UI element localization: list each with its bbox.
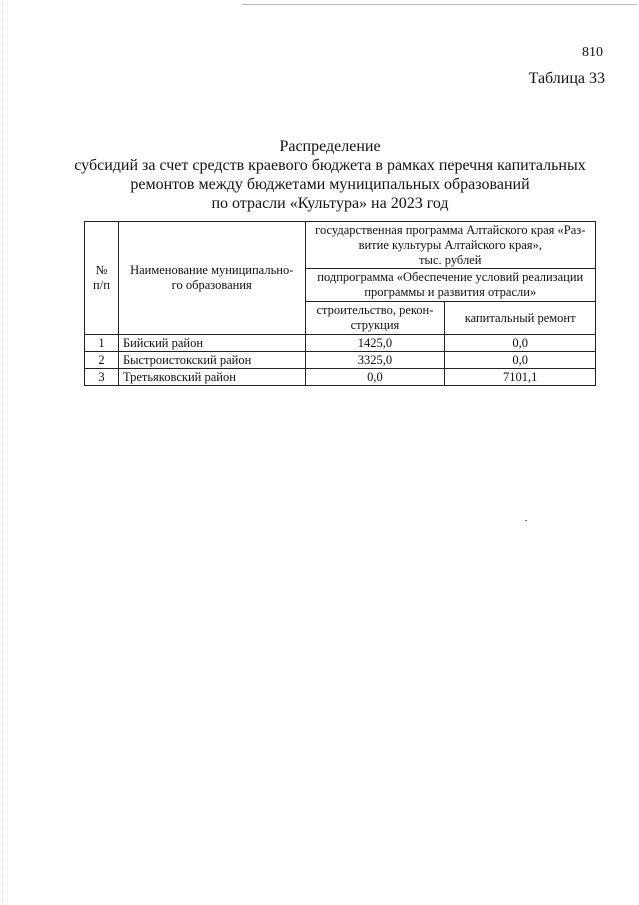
row-construction: 0,0 <box>305 369 445 386</box>
heading-line-3: ремонтов между бюджетами муниципальных образований <box>130 176 530 193</box>
table-row <box>85 352 596 369</box>
row-num: 1 <box>85 335 119 352</box>
scan-speck <box>525 520 527 521</box>
header-program <box>305 222 595 269</box>
header-municipality-line-2: го образования <box>171 278 252 292</box>
row-construction: 1425,0 <box>305 335 445 352</box>
header-program-line-3: тыс. рублей <box>419 252 482 267</box>
header-num <box>85 222 119 335</box>
heading-line-2: субсидий за счет средств краевого бюджета в рамках перечня капитальных <box>74 157 586 174</box>
row-repair: 0,0 <box>445 335 596 352</box>
row-num: 2 <box>85 352 119 369</box>
subsidy-table <box>84 221 596 386</box>
header-subprogram <box>305 269 595 302</box>
header-subprogram-line-1: подпрограмма «Обеспечение условий реализации <box>317 270 584 284</box>
row-municipality: Третьяковский район <box>118 369 305 386</box>
row-num: 3 <box>85 369 119 386</box>
header-construction <box>305 302 445 335</box>
page-number: 810 <box>582 45 603 60</box>
header-num-line-1: № <box>95 263 108 277</box>
header-subprogram-line-2: программы и развития отрасли» <box>364 285 537 299</box>
header-municipality <box>118 222 305 335</box>
header-num-line-2: п/п <box>93 278 110 292</box>
table-label: Таблица 33 <box>528 70 605 87</box>
row-repair: 0,0 <box>445 352 596 369</box>
table-row <box>85 369 596 386</box>
header-municipality-line-1: Наименование муниципально- <box>130 263 294 277</box>
header-program-line-2: витие культуры Алтайского края», <box>358 237 542 252</box>
scan-left-edge <box>2 0 3 905</box>
row-municipality: Бийский район <box>118 335 305 352</box>
row-municipality: Быстроистокский район <box>118 352 305 369</box>
document-heading <box>60 137 600 213</box>
row-construction: 3325,0 <box>305 352 445 369</box>
heading-line-4: по отрасли «Культура» на 2023 год <box>211 195 449 212</box>
header-repair: капитальный ремонт <box>445 302 596 335</box>
header-program-line-1: государственная программа Алтайского края «Раз- <box>315 222 586 237</box>
row-repair: 7101,1 <box>445 369 596 386</box>
header-construction-line-1: строительство, рекон- <box>316 303 434 317</box>
scan-edge-line <box>242 4 637 5</box>
table-row <box>85 335 596 352</box>
header-construction-line-2: струкция <box>350 318 400 332</box>
heading-line-1: Распределение <box>279 138 381 155</box>
